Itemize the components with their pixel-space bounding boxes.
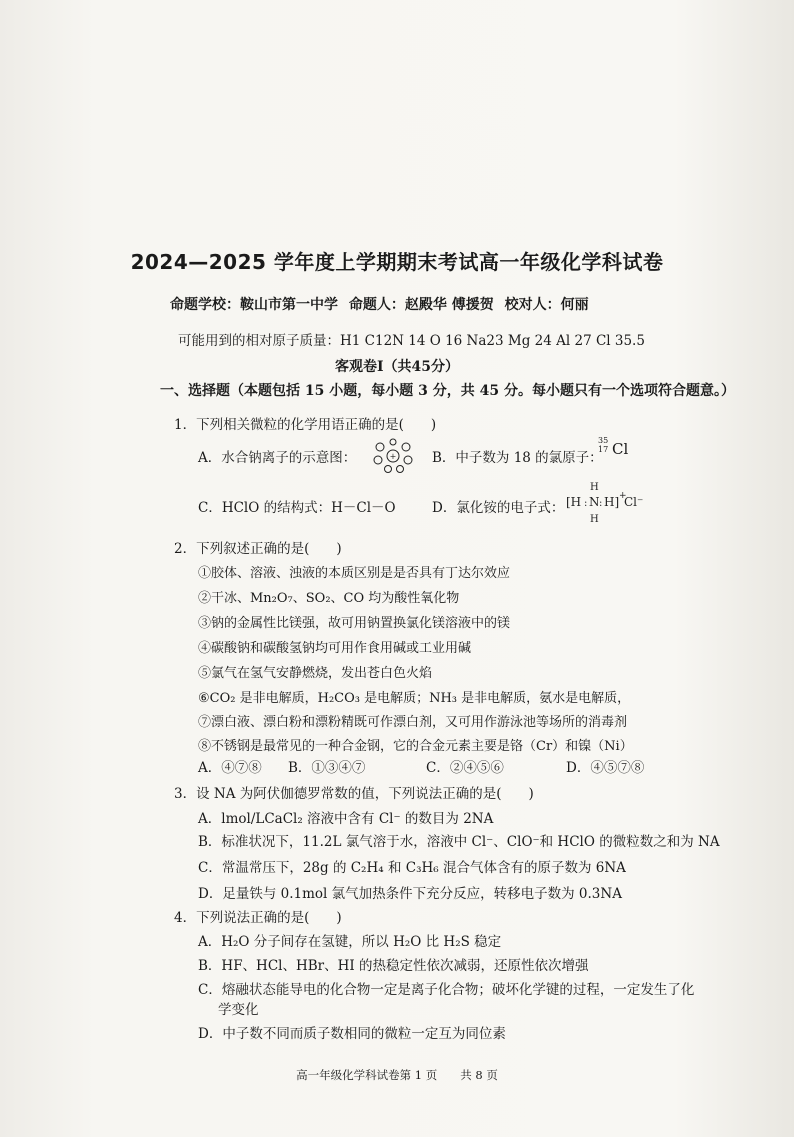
isotope-numbers [598,436,608,454]
question-4-stem: 4．下列说法正确的是( ) [174,910,342,926]
writers-label: 命题人：赵殿华 傅援贺 [348,297,494,313]
q4-option-d: D．中子数不同而质子数相同的微粒一定互为同位素 [198,1026,506,1042]
page-footer: 高一年级化学科试卷第 1 页 共 8 页 [296,1068,498,1082]
svg-text:[H: [H [566,495,582,509]
mass-number: 35 [598,436,609,445]
question-3-stem: 3．设 NA 为阿伏伽德罗常数的值，下列说法正确的是( ) [174,786,534,802]
author-line [170,294,595,314]
element-symbol: Cl [612,440,629,458]
svg-text:H: H [590,482,599,493]
q2-item-3: ③钠的金属性比镁强，故可用钠置换氯化镁溶液中的镁 [198,616,511,631]
svg-text:H: H [590,514,599,525]
school-label: 命题学校：鞍山市第一中学 [170,297,338,313]
q1-option-d: D．氯化铵的电子式： [432,500,565,516]
atomic-number: 17 [598,445,609,454]
q3-option-c: C．常温常压下，28g 的 C₂H₄ 和 C₃H₆ 混合气体含有的原子数为 6NA [198,860,626,876]
q2-item-6: ⑥CO₂ 是非电解质，H₂CO₃ 是电解质；NH₃ 是非电解质，氨水是电解质， [198,691,631,706]
hydrated-sodium-ion-diagram [370,438,416,474]
svg-text::: : [599,498,603,509]
q2-option-d: D．④⑤⑦⑧ [566,760,645,776]
q4-option-c: C．熔融状态能导电的化合物一定是离子化合物；破坏化学键的过程，一定发生了化 [198,982,695,998]
svg-text:H]: H] [604,495,620,509]
q2-item-4: ④碳酸钠和碳酸氢钠均可用作食用碱或工业用碱 [198,641,472,656]
ammonium-chloride-electron-formula [562,478,644,526]
chlorine-isotope-symbol [598,436,629,458]
q2-option-c: C．②④⑤⑥ [426,760,504,776]
q4-option-c-cont: 学变化 [218,1002,259,1018]
question-1-stem: 1．下列相关微粒的化学用语正确的是( ) [174,417,437,433]
q2-item-8: ⑧不锈钢是最常见的一种合金钢，它的合金元素主要是铬（Cr）和镍（Ni） [198,739,633,754]
q3-option-a: A．lmol/LCaCl₂ 溶液中含有 Cl⁻ 的数目为 2NA [198,811,494,827]
q2-item-2: ②干冰、Mn₂O₇、SO₂、CO 均为酸性氧化物 [198,591,460,606]
q4-option-a: A．H₂O 分子间存在氢键，所以 H₂O 比 H₂S 稳定 [198,934,502,950]
q2-option-a: A．④⑦⑧ [198,760,262,776]
q3-option-d: D．足量铁与 0.1mol 氯气加热条件下充分反应，转移电子数为 0.3NA [198,886,622,902]
q3-option-b: B．标准状况下，11.2L 氯气溶于水，溶液中 Cl⁻、ClO⁻和 HClO 的微粒数之和为 NA [198,834,720,850]
q1-option-c: C．HClO 的结构式：H－Cl－O [198,500,396,516]
q2-option-b: B．①③④⑦ [288,760,366,776]
atomic-masses: 可能用到的相对原子质量：H1 C12N 14 O 16 Na23 Mg 24 Al 27 Cl 35.5 [178,333,645,349]
section-heading: 客观卷Ⅰ（共45分） [334,359,460,375]
svg-text:+: + [619,491,627,501]
q2-item-7: ⑦漂白液、漂白粉和漂粉精既可作漂白剂，又可用作游泳池等场所的消毒剂 [198,715,628,730]
q2-item-1: ①胶体、溶液、浊液的本质区别是是否具有丁达尔效应 [198,566,511,581]
part-heading: 一、选择题（本题包括 15 小题，每小题 3 分，共 45 分。每小题只有一个选项符合题意。） [160,383,735,399]
svg-text::: : [584,498,588,509]
page-title: 2024—2025 学年度上学期期末考试高一年级化学科试卷 [130,250,664,274]
q4-option-b: B．HF、HCl、HBr、HI 的热稳定性依次减弱，还原性依次增强 [198,958,589,974]
svg-text:N: N [589,495,600,509]
svg-text:+: + [389,452,397,461]
question-2-stem: 2．下列叙述正确的是( ) [174,541,342,557]
q1-option-b: B．中子数为 18 的氯原子： [432,450,603,466]
q1-option-a: A．水合钠离子的示意图： [198,450,357,466]
q2-item-5: ⑤氯气在氢气安静燃烧，发出苍白色火焰 [198,666,433,681]
checker-label: 校对人：何丽 [504,297,589,313]
svg-text:Cl⁻: Cl⁻ [624,495,644,509]
